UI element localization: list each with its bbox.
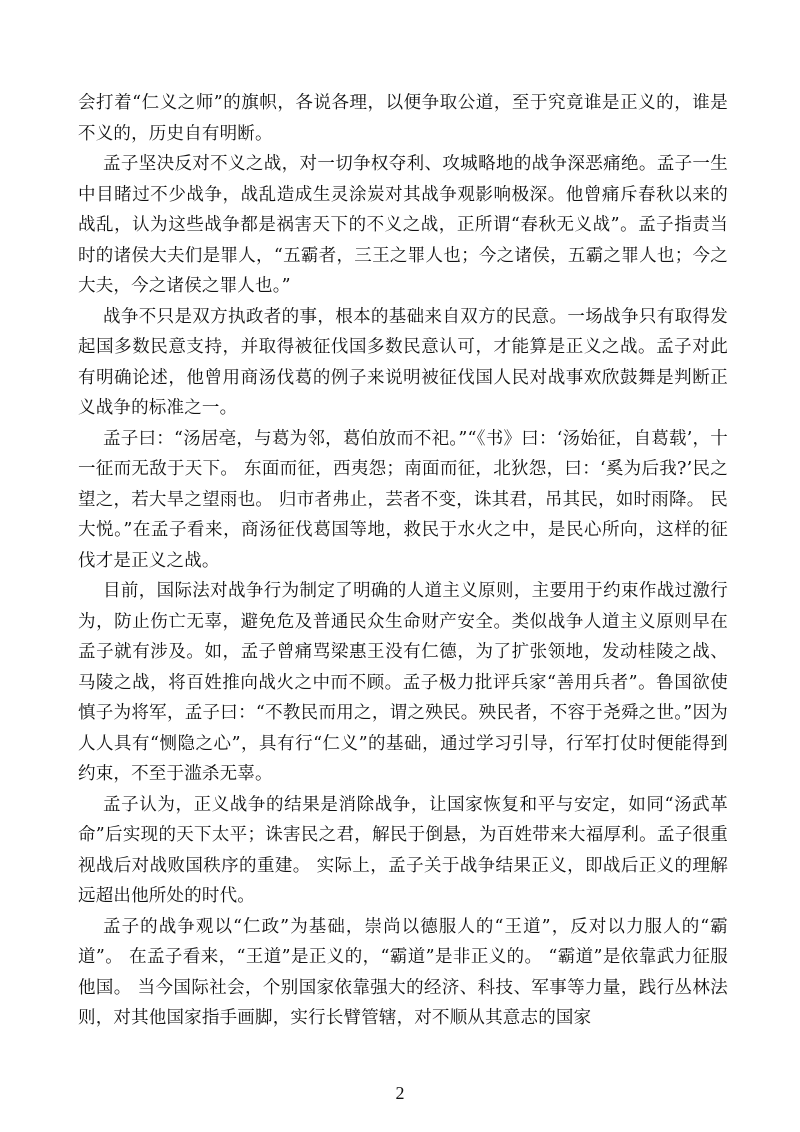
body-text: [78, 88, 728, 1034]
paragraph-5: 目前，国际法对战争行为制定了明确的人道主义原则，主要用于约束作战过激行为，防止伤亡无辜，避免危及普通民众生命财产安全。类似战争人道主义原则早在孟子就有涉及。如，孟子曾痛骂梁惠王没有仁德，为了扩张领地，发动桂陵之战、马陵之战，将百姓推向战火之中而不顾。孟子极力批评兵家“善用兵者”。鲁国欲使慎子为将军，孟子曰：“不教民而用之，谓之殃民。殃民者，不容于尧舜之世。”因为人人具有“恻隐之心”，具有行“仁义”的基础，通过学习引导，行军打仗时便能得到约束，不至于滥杀无辜。: [78, 581, 728, 784]
paragraph-4: 孟子曰：“汤居亳，与葛为邻，葛伯放而不祀。”“《书》曰：‘汤始征，自葛载’，十一征而无敌于天下。 东面而征，西夷怨；南面而征，北狄怨，曰：‘奚为后我?’民之望之，若大旱之望雨也。 归市者弗止，芸者不变，诛其君，吊其民，如时雨降。 民大悦。”在孟子看来，商汤征伐葛国等地，救民于水火之中，是民心所向，这样的征伐才是正义之战。: [78, 428, 728, 571]
page-number: 2: [395, 1083, 405, 1103]
paragraph-3: 战争不只是双方执政者的事，根本的基础来自双方的民意。一场战争只有取得发起国多数民意支持，并取得被征伐国多数民意认可，才能算是正义之战。孟子对此有明确论述，他曾用商汤伐葛的例子来说明被征伐国人民对战事欢欣鼓舞是判断正义战争的标准之一。: [78, 306, 728, 418]
paragraph-2: 孟子坚决反对不义之战，对一切争权夺利、攻城略地的战争深恶痛绝。孟子一生中目睹过不少战争，战乱造成生灵涂炭对其战争观影响极深。他曾痛斥春秋以来的战乱，认为这些战争都是祸害天下的不义之战，正所谓“春秋无义战”。孟子指责当时的诸侯大夫们是罪人，“五霸者，三王之罪人也；今之诸侯，五霸之罪人也；今之大夫，今之诸侯之罪人也。”: [78, 154, 728, 296]
paragraph-6: 孟子认为，正义战争的结果是消除战争，让国家恢复和平与安定，如同“汤武革命”后实现的天下太平；诛害民之君，解民于倒悬，为百姓带来大福厚利。孟子很重视战后对战败国秩序的重建。 实际上，孟子关于战争结果正义，即战后正义的理解远超出他所处的时代。: [78, 794, 728, 906]
paragraph-1: 会打着“仁义之师”的旗帜，各说各理，以便争取公道，至于究竟谁是正义的，谁是不义的，历史自有明断。: [78, 93, 728, 144]
paragraph-7: 孟子的战争观以“仁政”为基础，崇尚以德服人的“王道”，反对以力服人的“霸道”。 在孟子看来，“王道”是正义的，“霸道”是非正义的。 “霸道”是依靠武力征服他国。 当今国际社会，个别国家依靠强大的经济、科技、军事等力量，践行丛林法则，对其他国家指手画脚，实行长臂管辖，对不顺从其意志的国家: [78, 916, 728, 1028]
